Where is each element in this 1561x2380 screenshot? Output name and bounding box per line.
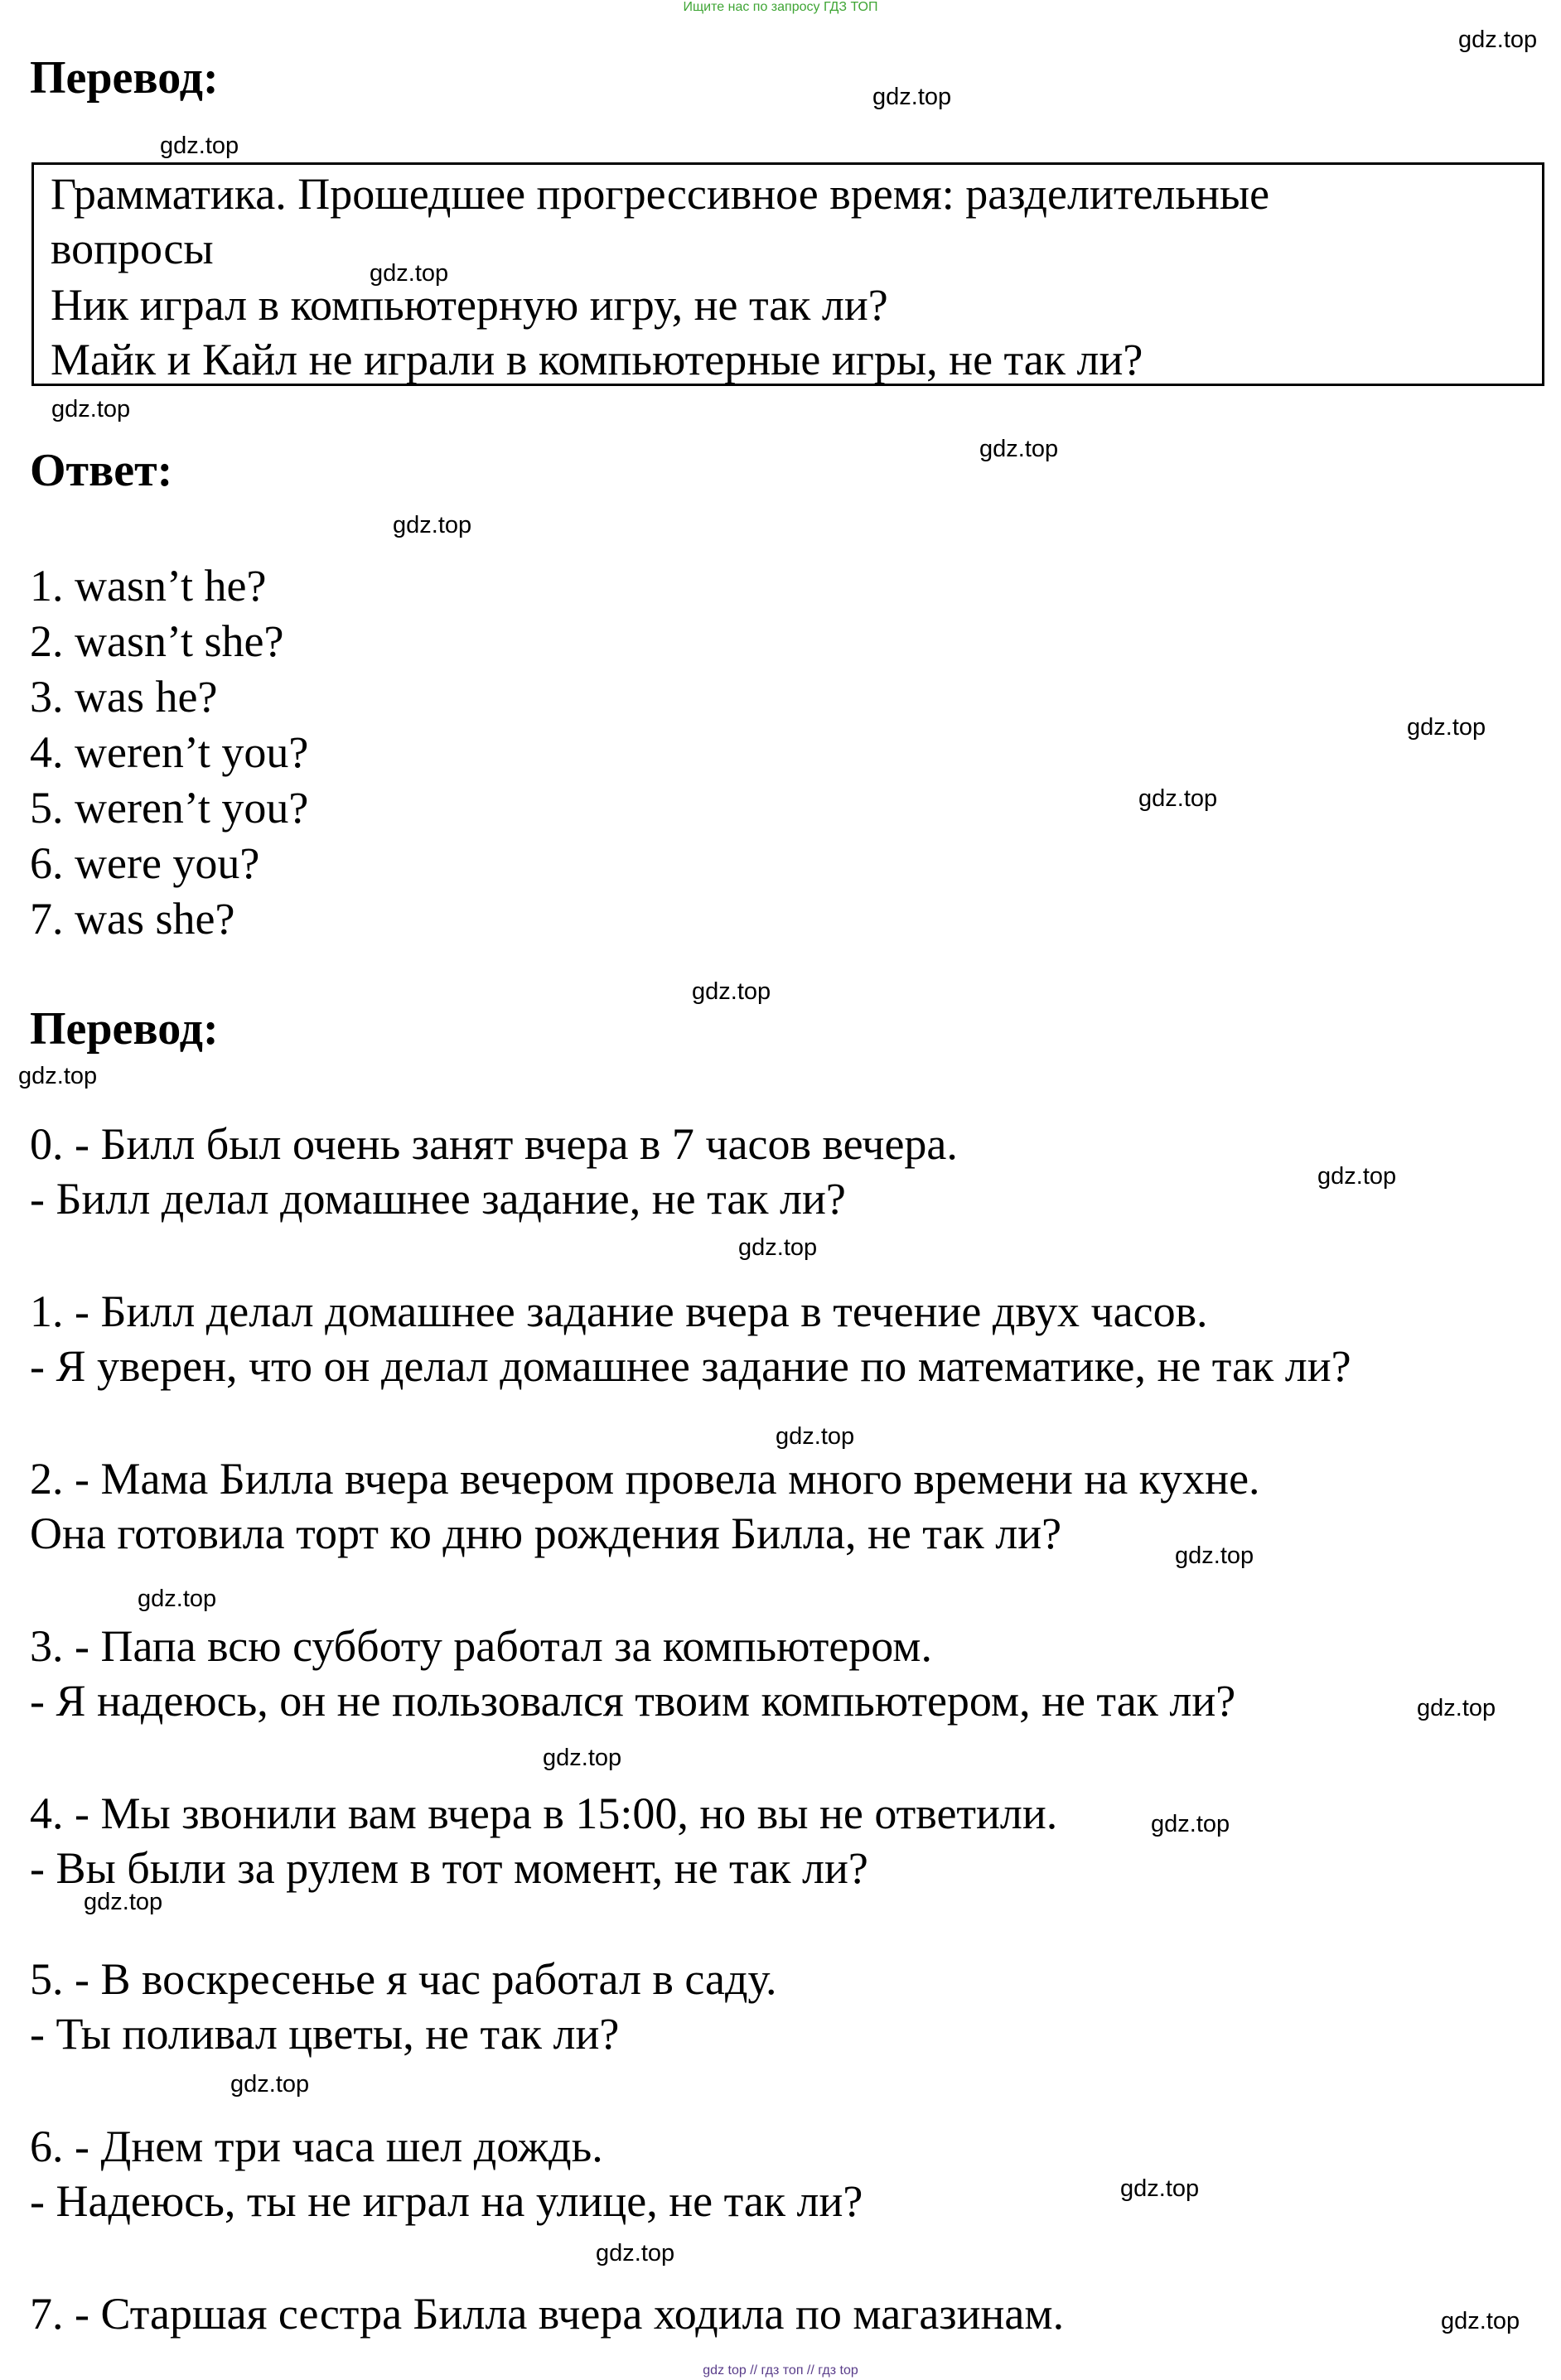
watermark: gdz.top <box>1138 785 1218 812</box>
watermark: gdz.top <box>1151 1811 1230 1837</box>
watermark: gdz.top <box>393 512 472 538</box>
watermark: gdz.top <box>1458 27 1538 53</box>
watermark: gdz.top <box>230 2071 310 2098</box>
answer-item: 2. wasn’t she? <box>30 616 284 666</box>
translation-line: 0. - Билл был очень занят вчера в 7 часов вечера. <box>30 1119 958 1169</box>
watermark: gdz.top <box>979 436 1059 462</box>
top-banner: Ищите нас по запросу ГДЗ ТОП <box>683 0 878 14</box>
watermark: gdz.top <box>138 1586 217 1612</box>
watermark: gdz.top <box>872 84 952 110</box>
answer-item: 4. weren’t you? <box>30 727 309 777</box>
watermark: gdz.top <box>776 1423 855 1450</box>
watermark: gdz.top <box>84 1889 163 1915</box>
watermark: gdz.top <box>1417 1695 1496 1721</box>
answer-item: 6. were you? <box>30 838 260 888</box>
watermark: gdz.top <box>51 396 131 422</box>
watermark: gdz.top <box>1441 2308 1520 2334</box>
answer-item: 7. was she? <box>30 894 235 944</box>
grammar-line-1: Грамматика. Прошедшее прогрессивное время: разделительные <box>51 169 1270 219</box>
watermark: gdz.top <box>18 1063 98 1089</box>
watermark: gdz.top <box>1407 714 1486 741</box>
watermark: gdz.top <box>1317 1163 1397 1190</box>
grammar-line-4: Майк и Кайл не играли в компьютерные игры, не так ли? <box>51 335 1143 384</box>
translation-line: 5. - В воскресенье я час работал в саду. <box>30 1954 777 2004</box>
translation-line: - Я надеюсь, он не пользовался твоим компьютером, не так ли? <box>30 1676 1236 1726</box>
watermark: gdz.top <box>738 1234 818 1261</box>
translation-line: Она готовила торт ко дню рождения Билла, не так ли? <box>30 1509 1062 1558</box>
heading-translation-1: Перевод: <box>30 52 219 104</box>
watermark: gdz.top <box>370 260 449 287</box>
translation-line: 4. - Мы звонили вам вчера в 15:00, но вы не ответили. <box>30 1789 1058 1838</box>
grammar-box <box>31 162 1544 386</box>
grammar-line-3: Ник играл в компьютерную игру, не так ли? <box>51 280 888 330</box>
translation-line: - Я уверен, что он делал домашнее задание по математике, не так ли? <box>30 1341 1351 1391</box>
watermark: gdz.top <box>692 978 771 1005</box>
translation-line: - Вы были за рулем в тот момент, не так ли? <box>30 1843 868 1893</box>
grammar-line-2: вопросы <box>51 224 214 273</box>
watermark: gdz.top <box>543 1745 622 1771</box>
translation-line: 6. - Днем три часа шел дождь. <box>30 2122 603 2171</box>
footer: gdz top // гдз топ // гдз top <box>703 2363 858 2378</box>
translation-line: - Надеюсь, ты не играл на улице, не так ли? <box>30 2176 863 2226</box>
translation-line: 7. - Старшая сестра Билла вчера ходила по магазинам. <box>30 2289 1065 2339</box>
watermark: gdz.top <box>1120 2175 1200 2202</box>
heading-answer: Ответ: <box>30 445 173 496</box>
watermark: gdz.top <box>596 2240 675 2267</box>
answer-item: 1. wasn’t he? <box>30 561 267 611</box>
heading-translation-2: Перевод: <box>30 1003 219 1055</box>
translation-line: 2. - Мама Билла вчера вечером провела много времени на кухне. <box>30 1454 1260 1504</box>
translation-line: 1. - Билл делал домашнее задание вчера в течение двух часов. <box>30 1287 1208 1336</box>
answer-item: 3. was he? <box>30 672 218 722</box>
translation-line: - Ты поливал цветы, не так ли? <box>30 2009 620 2059</box>
watermark: gdz.top <box>1175 1542 1254 1569</box>
translation-line: 3. - Папа всю субботу работал за компьютером. <box>30 1621 932 1671</box>
answer-item: 5. weren’t you? <box>30 783 309 833</box>
watermark: gdz.top <box>160 133 239 159</box>
translation-line: - Билл делал домашнее задание, не так ли? <box>30 1174 846 1224</box>
